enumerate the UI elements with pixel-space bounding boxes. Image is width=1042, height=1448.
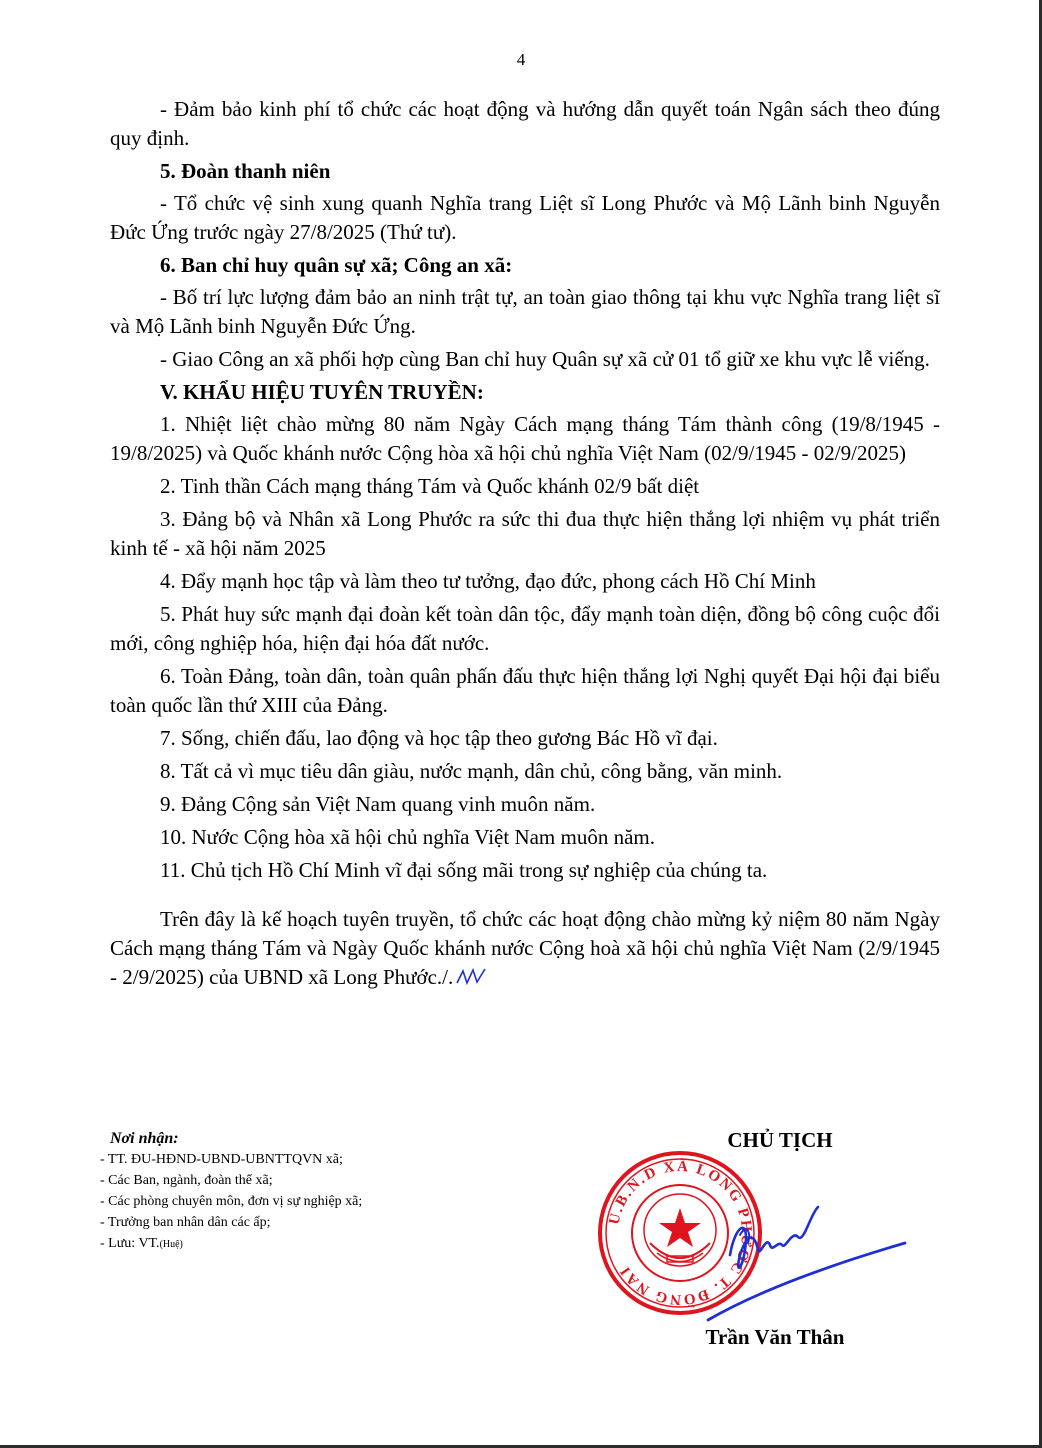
closing-paragraph: [110, 905, 940, 992]
recipient-item: [100, 1149, 362, 1170]
recipient-item: [100, 1212, 362, 1233]
section-heading: V. KHẨU HIỆU TUYÊN TRUYỀN:: [160, 380, 484, 404]
recipient-text: - Trưởng ban nhân dân các ấp;: [100, 1215, 271, 1230]
body-paragraph: 4. Đẩy mạnh học tập và làm theo tư tưởng, đạo đức, phong cách Hồ Chí Minh: [160, 569, 816, 593]
section-heading: 5. Đoàn thanh niên: [160, 159, 331, 183]
body-paragraph: 10. Nước Cộng hòa xã hội chủ nghĩa Việt Nam muôn năm.: [160, 825, 656, 849]
recipients-list: [100, 1149, 362, 1255]
page-number: 4: [516, 50, 526, 69]
body-paragraph: 5. Phát huy sức mạnh đại đoàn kết toàn dân tộc, đẩy mạnh toàn diện, đồng bộ công cuộc đổi mới, công nghiệp hóa, hiện đại hóa đất nước.: [110, 602, 940, 655]
signer-name: Trần Văn Thân: [705, 1325, 845, 1349]
body-paragraph: - Tổ chức vệ sinh xung quanh Nghĩa trang Liệt sĩ Long Phước và Mộ Lãnh binh Nguyễn Đức Ứng trước ngày 27/8/2025 (Thứ tư).: [110, 191, 940, 244]
recipient-text: - Lưu: VT.: [100, 1236, 160, 1251]
body-paragraph: 3. Đảng bộ và Nhân xã Long Phước ra sức thi đua thực hiện thắng lợi nhiệm vụ phát triển kinh tế - xã hội năm 2025: [110, 507, 940, 560]
recipient-item: [100, 1233, 362, 1255]
svg-text:U.B.N.D XÃ LONG PHƯỚC T. ĐỒNG: U.B.N.D XÃ LONG PHƯỚC T. ĐỒNG NAI: [606, 1158, 755, 1308]
recipient-text: - Các phòng chuyên môn, đơn vị sự nghiệp xã;: [100, 1194, 363, 1209]
recipients-block: [100, 1128, 362, 1255]
body-paragraph: 9. Đảng Cộng sản Việt Nam quang vinh muôn năm.: [160, 792, 596, 816]
recipient-text: - TT. ĐU-HĐND-UBND-UBNTTQVN xã;: [100, 1152, 343, 1167]
recipient-text: - Các Ban, ngành, đoàn thể xã;: [100, 1173, 273, 1188]
body-paragraph: 6. Toàn Đảng, toàn dân, toàn quân phấn đấu thực hiện thắng lợi Nghị quyết Đại hội đại biểu toàn quốc lần thứ XIII của Đảng.: [110, 664, 940, 717]
closing-text: Trên đây là kế hoạch tuyên truyền, tổ chức các hoạt động chào mừng kỷ niệm 80 năm Ngày Cách mạng tháng Tám và Ngày Quốc khánh nước Cộng hoà xã hội chủ nghĩa Việt Nam (2/9/1945 - 2/9/2025) của UBND xã Long Phước./.: [110, 907, 940, 989]
recipients-title: Nơi nhận:: [110, 1130, 179, 1147]
recipient-item: [100, 1191, 362, 1212]
signer-title: CHỦ TỊCH: [727, 1128, 833, 1152]
initials-mark-icon: [455, 967, 489, 987]
section-heading: 6. Ban chỉ huy quân sự xã; Công an xã:: [160, 253, 513, 277]
document-body: [110, 95, 940, 996]
body-paragraph: 1. Nhiệt liệt chào mừng 80 năm Ngày Cách mạng tháng Tám thành công (19/8/1945 - 19/8/2025) và Quốc khánh nước Cộng hòa xã hội chủ nghĩa Việt Nam (02/9/1945 - 02/9/2025): [110, 412, 940, 465]
body-paragraph: 8. Tất cả vì mục tiêu dân giàu, nước mạnh, dân chủ, công bằng, văn minh.: [160, 759, 783, 783]
body-paragraph: 2. Tinh thần Cách mạng tháng Tám và Quốc khánh 02/9 bất diệt: [160, 474, 700, 498]
signature-icon: [700, 1195, 920, 1325]
body-paragraph: - Đảm bảo kinh phí tổ chức các hoạt động và hướng dẫn quyết toán Ngân sách theo đúng quy định.: [110, 97, 940, 150]
body-paragraph: - Giao Công an xã phối hợp cùng Ban chỉ huy Quân sự xã cử 01 tổ giữ xe khu vực lễ viếng.: [160, 347, 930, 371]
body-paragraph: 7. Sống, chiến đấu, lao động và học tập theo gương Bác Hồ vĩ đại.: [160, 726, 718, 750]
body-paragraph: 11. Chủ tịch Hồ Chí Minh vĩ đại sống mãi trong sự nghiệp của chúng ta.: [160, 858, 768, 882]
paragraph-list: [110, 95, 940, 885]
recipient-item: [100, 1170, 362, 1191]
body-paragraph: - Bố trí lực lượng đảm bảo an ninh trật tự, an toàn giao thông tại khu vực Nghĩa trang liệt sĩ và Mộ Lãnh binh Nguyễn Đức Ứng.: [110, 285, 940, 338]
archive-note: (Huệ): [159, 1239, 183, 1250]
